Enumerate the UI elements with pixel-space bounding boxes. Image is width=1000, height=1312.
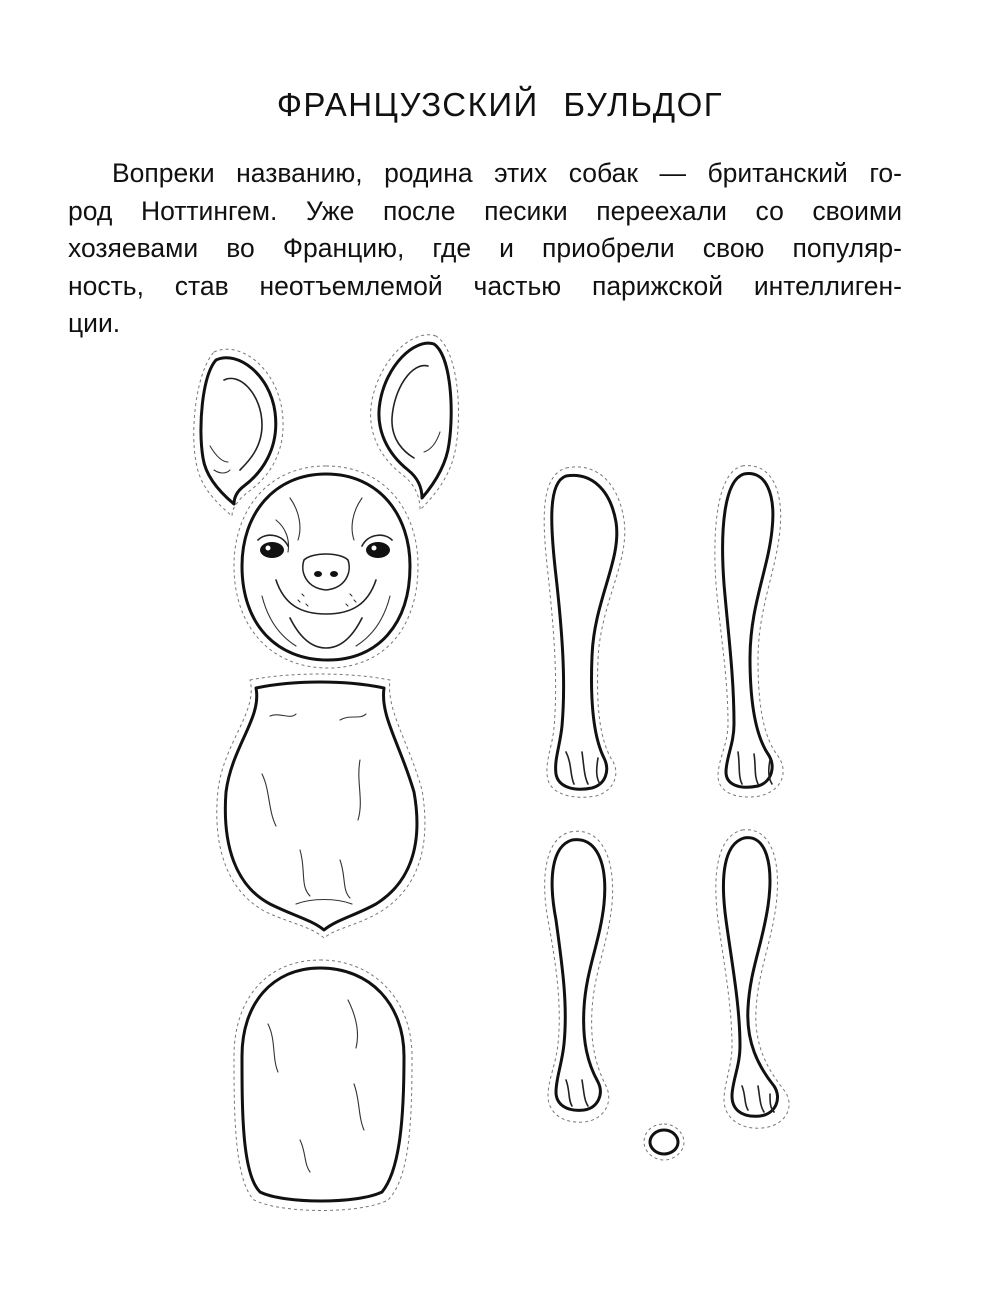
chest-piece[interactable] [217, 674, 425, 938]
front-leg-right-piece[interactable] [715, 466, 783, 797]
paragraph-line-4: ность, став неотъемлемой частью парижской интеллиген- [68, 270, 902, 301]
rear-body-piece[interactable] [234, 960, 412, 1211]
head-piece[interactable] [234, 466, 418, 668]
front-leg-left-piece[interactable] [544, 467, 625, 797]
right-ear-piece[interactable] [371, 335, 459, 510]
paragraph-line-2: род Ноттингем. Уже после песики переехали со своими [68, 195, 902, 226]
paragraph-line-1: Вопреки названию, родина этих собак — британский го- [112, 158, 902, 188]
hind-leg-right-piece[interactable] [716, 830, 789, 1129]
page-title: ФРАНЦУЗСКИЙ БУЛЬДОГ [276, 86, 724, 123]
paragraph-line-3: хозяевами во Францию, где и приобрели свою популяр- [68, 233, 902, 263]
paragraph-line-5: ции. [68, 308, 121, 338]
left-ear-piece[interactable] [194, 349, 283, 516]
hind-leg-left-piece[interactable] [545, 831, 613, 1122]
tail-piece[interactable] [644, 1124, 684, 1160]
